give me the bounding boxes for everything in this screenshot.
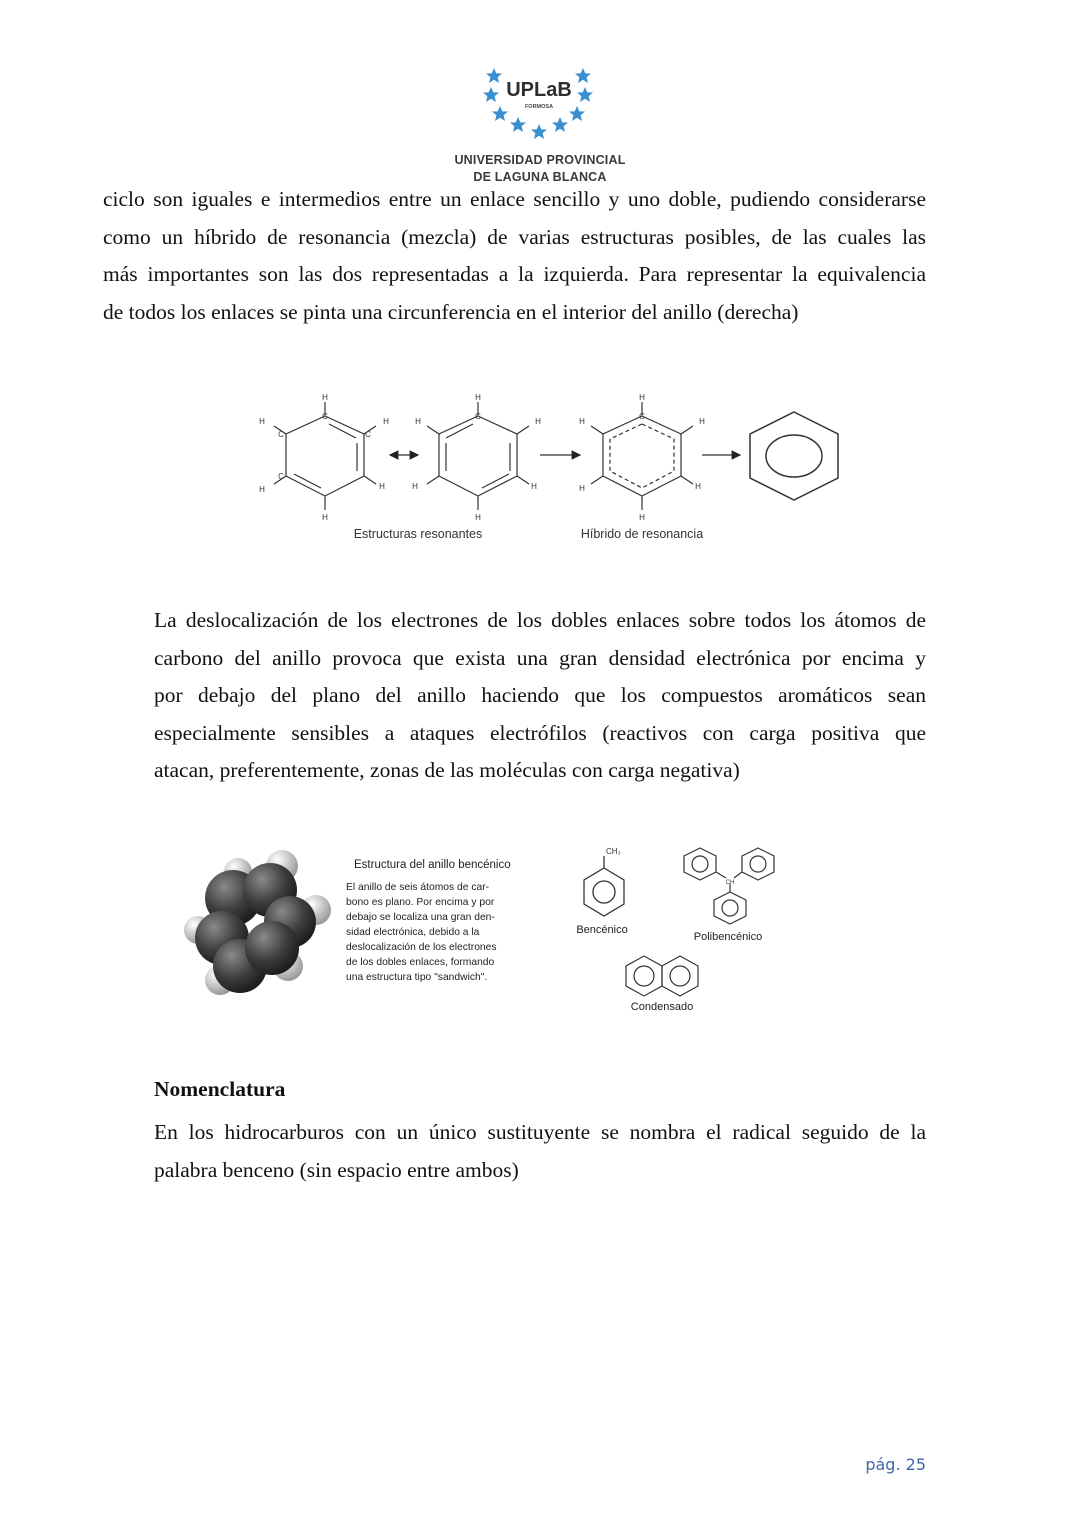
university-name-line-1: UNIVERSIDAD PROVINCIAL: [454, 153, 626, 167]
svg-text:El anillo de seis átomos de ca: El anillo de seis átomos de car-: [346, 882, 490, 893]
text-line: ciclo son iguales e intermedios entre un enlace sencillo y uno doble, pudiendo considerarse: [103, 187, 926, 211]
text-line: como un híbrido de resonancia (mezcla) de varias estructuras posibles, de las cuales las: [103, 224, 926, 249]
benzene-structure-figure: [178, 838, 798, 1016]
svg-text:C: C: [278, 472, 284, 481]
svg-text:H: H: [322, 393, 328, 402]
text-line: En los hidrocarburos con un único sustituyente se nombra el radical seguido de la: [154, 1120, 926, 1144]
page-header: [0, 62, 1080, 186]
text-line: carbono del anillo provoca que exista una gran densidad electrónica por encima y: [154, 645, 926, 670]
intro-paragraph: [103, 181, 926, 331]
svg-text:una estructura tipo "sandwich": una estructura tipo "sandwich".: [346, 972, 488, 983]
benzene-circle-notation: [750, 412, 838, 500]
svg-text:sidad electrónica, debido a la: sidad electrónica, debido a la: [346, 927, 480, 938]
svg-text:debajo se localiza una gran de: debajo se localiza una gran den-: [346, 912, 495, 923]
section-heading-nomenclatura: Nomenclatura: [154, 1077, 286, 1101]
delocalization-paragraph: [154, 602, 926, 790]
svg-text:H: H: [535, 417, 541, 426]
polibencenico-structure: [684, 848, 774, 924]
nomenclatura-paragraph: [154, 1114, 926, 1189]
svg-text:H: H: [699, 417, 705, 426]
ch-label: CH: [725, 880, 735, 886]
svg-text:bono es plano. Por encima y po: bono es plano. Por encima y por: [346, 897, 495, 908]
svg-text:C: C: [278, 430, 284, 439]
svg-text:H: H: [412, 482, 418, 491]
uplab-logo: [470, 62, 610, 146]
label-polibencenico: Polibencénico: [693, 931, 763, 943]
svg-text:C: C: [365, 430, 371, 439]
caption-resonance-hybrid: Híbrido de resonancia: [580, 527, 704, 541]
bencenico-structure: [584, 856, 624, 916]
svg-text:de los dobles enlaces, formand: de los dobles enlaces, formando: [346, 957, 495, 968]
text-line: La deslocalización de los electrones de los dobles enlaces sobre todos los átomos de: [154, 608, 926, 632]
svg-text:C: C: [322, 412, 328, 421]
text-line: más importantes son las dos representadas a la izquierda. Para representar la equivalencia: [103, 262, 926, 286]
svg-text:deslocalización de los electro: deslocalización de los electrones: [346, 942, 497, 953]
svg-text:C: C: [475, 412, 481, 421]
svg-text:H: H: [259, 417, 265, 426]
university-name-line-2: DE LAGUNA BLANCA: [473, 170, 607, 184]
benzene-box-text: [346, 882, 497, 983]
text-line: por debajo del plano del anillo haciendo que los compuestos aromáticos sean: [154, 683, 926, 707]
benzene-box-title: Estructura del anillo bencénico: [354, 859, 511, 871]
resonance-structures-figure: [250, 388, 850, 548]
logo-subtext: FORMOSA: [524, 104, 554, 110]
text-line: palabra benceno (sin espacio entre ambos): [154, 1157, 519, 1182]
methyl-label: CH₃: [606, 847, 621, 856]
logo-text: UPLaB: [506, 79, 572, 101]
svg-text:C: C: [639, 412, 645, 421]
svg-text:H: H: [475, 393, 481, 402]
caption-resonance-structures: Estructuras resonantes: [353, 527, 483, 541]
condensado-structure: [626, 956, 698, 996]
label-bencenico: Bencénico: [576, 924, 628, 936]
svg-text:H: H: [259, 485, 265, 494]
text-line: de todos los enlaces se pinta una circunferencia en el interior del anillo (derecha): [103, 299, 799, 324]
svg-text:H: H: [579, 417, 585, 426]
svg-text:H: H: [415, 417, 421, 426]
space-filling-model-image: [184, 850, 331, 995]
svg-text:H: H: [322, 513, 328, 522]
svg-text:H: H: [531, 482, 537, 491]
svg-text:H: H: [379, 482, 385, 491]
text-line: especialmente sensibles a ataques electrófilos (reactivos con carga positiva que: [154, 720, 926, 745]
svg-text:H: H: [383, 417, 389, 426]
text-line: atacan, preferentemente, zonas de las moléculas con carga negativa): [154, 758, 740, 782]
svg-text:H: H: [695, 482, 701, 491]
svg-text:H: H: [579, 484, 585, 493]
page-number: pág. 25: [865, 1455, 926, 1474]
svg-text:H: H: [475, 513, 481, 522]
svg-text:H: H: [639, 513, 645, 522]
svg-text:H: H: [639, 393, 645, 402]
label-condensado: Condensado: [630, 1001, 694, 1013]
